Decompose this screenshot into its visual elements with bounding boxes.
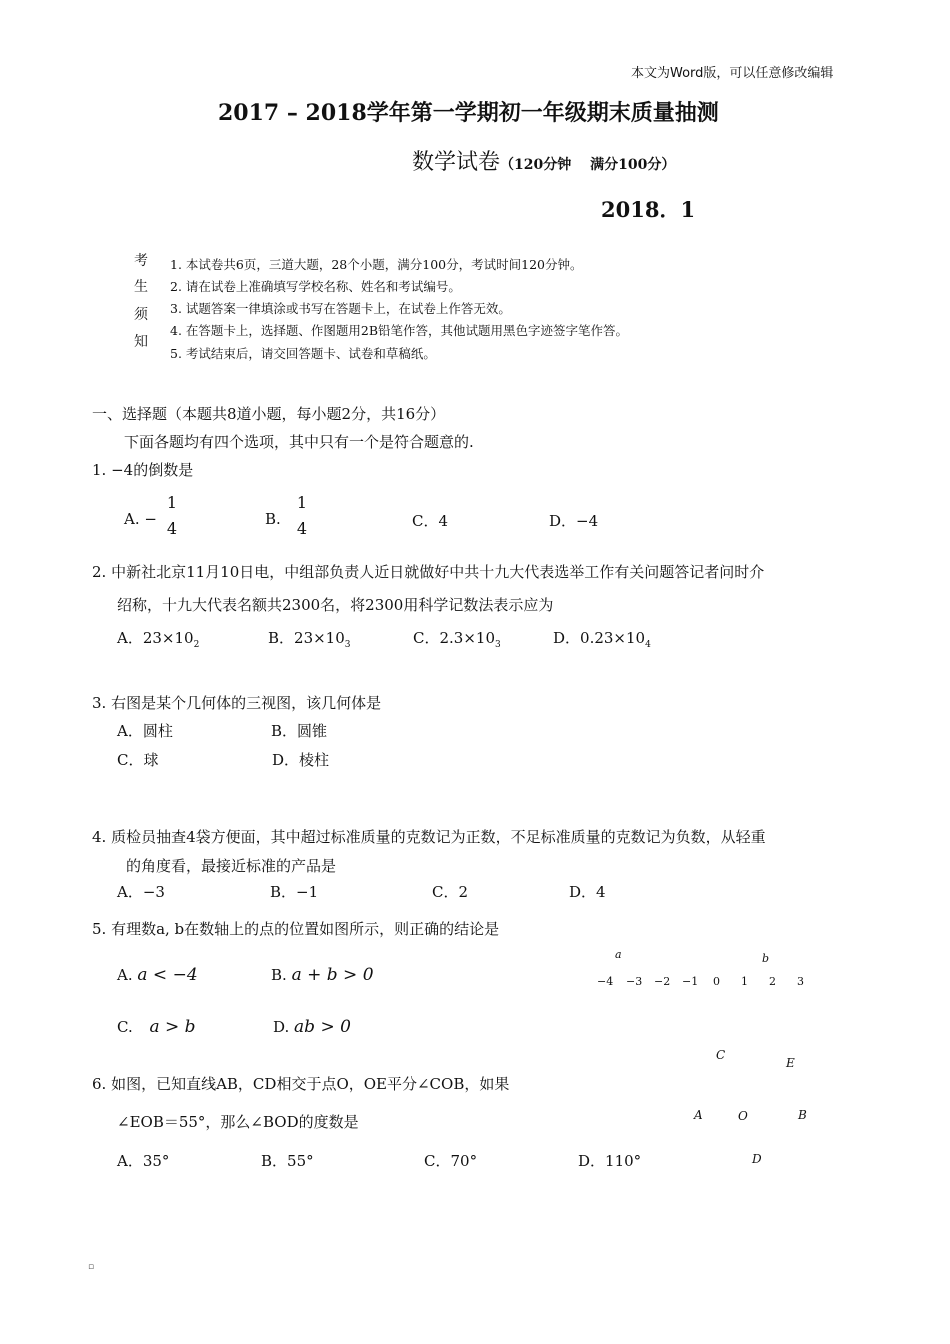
number-line-point-a: a (615, 948, 622, 961)
figure-label-b: B (798, 1108, 807, 1122)
q2-option-a (117, 627, 199, 650)
q2-option-a-exp: 2 (193, 640, 200, 650)
q5-option-c (117, 1017, 196, 1037)
q2-option-b-base: B．23×10 (268, 629, 345, 647)
question-2-stem-line1: 2. 中新社北京11月10日电，中组部负责人近日就做好中共十九大代表选举工作有关问题答记者问时介 (92, 563, 765, 581)
q4-option-c: C．2 (432, 883, 469, 901)
q4-option-d: D．4 (569, 883, 606, 901)
q1-option-c: C．4 (412, 512, 449, 530)
number-line-tick: 2 (769, 975, 776, 988)
number-line-tick: −3 (626, 975, 643, 988)
notice-item: 4. 在答题卡上，选择题、作图题用2B铅笔作答，其他试题用黑色字迹签字笔作答。 (170, 323, 629, 338)
q1-option-a-sign: − (144, 510, 157, 528)
subtitle-main: 数学试卷 (412, 150, 501, 175)
q3-option-a: A．圆柱 (117, 722, 173, 740)
q4-option-a: A．−3 (117, 883, 165, 901)
question-6-stem-line2: ∠EOB＝55°，那么∠BOD的度数是 (117, 1113, 359, 1131)
question-1-stem: 1. −4的倒数是 (92, 461, 194, 479)
fraction-numerator: 1 (166, 493, 178, 512)
fraction-numerator: 1 (296, 493, 308, 512)
notice-item: 5. 考试结束后，请交回答题卡、试卷和草稿纸。 (170, 346, 436, 361)
question-3-stem: 3. 右图是某个几何体的三视图，该几何体是 (92, 694, 382, 712)
number-line-tick: −4 (597, 975, 614, 988)
q5-option-b (271, 965, 374, 985)
q5-option-d (273, 1017, 351, 1037)
q1-option-a-label (124, 510, 157, 528)
q5-option-c-expr: a > b (149, 1017, 196, 1037)
question-4-stem-line1: 4. 质检员抽查4袋方便面，其中超过标准质量的克数记为正数，不足标准质量的克数记为负数，从轻重 (92, 828, 766, 846)
page-title: 2017 – 2018学年第一学期初一年级期末质量抽测 (218, 100, 719, 126)
q6-option-a: A．35° (117, 1152, 170, 1170)
question-6-stem-line1: 6. 如图，已知直线AB，CD相交于点O，OE平分∠COB，如果 (92, 1075, 510, 1093)
q2-option-c (413, 627, 501, 650)
notice-label-char: 须 (134, 307, 148, 323)
q1-option-a-prefix: A. (124, 510, 140, 528)
number-line-point-b: b (762, 952, 770, 965)
q2-option-c-base: C．2.3×10 (413, 629, 495, 647)
notice-label-char: 生 (134, 279, 148, 295)
q2-option-d (553, 627, 651, 650)
fraction-denominator: 4 (296, 519, 308, 538)
q5-option-b-label: B. (271, 966, 287, 984)
q5-option-a-expr: a < −4 (137, 965, 198, 985)
q5-option-a-label: A. (117, 966, 133, 984)
q2-option-c-exp: 3 (495, 640, 501, 650)
notice-item: 2. 请在试卷上准确填写学校名称、姓名和考试编号。 (170, 279, 461, 294)
number-line-tick: −1 (682, 975, 699, 988)
q2-option-a-base: A．23×10 (117, 629, 194, 647)
figure-label-e: E (786, 1056, 795, 1070)
figure-label-d: D (752, 1152, 762, 1166)
number-line-tick: 0 (713, 975, 720, 988)
q1-option-a-fraction (162, 490, 182, 542)
q5-option-d-expr: ab > 0 (294, 1017, 351, 1037)
header-note: 本文为Word版，可以任意修改编辑 (631, 66, 834, 81)
q6-option-b: B．55° (261, 1152, 314, 1170)
subtitle (412, 145, 675, 176)
q1-option-b-fraction (292, 490, 312, 542)
notice-item: 3. 试题答案一律填涂或书写在答题卡上，在试卷上作答无效。 (170, 301, 511, 316)
notice-item: 1. 本试卷共6页，三道大题，28个小题，满分100分，考试时间120分钟。 (170, 257, 583, 272)
q4-option-b: B．−1 (270, 883, 319, 901)
fraction-denominator: 4 (166, 519, 178, 538)
q1-option-b-label: B. (265, 510, 281, 528)
q5-option-c-label: C. (117, 1018, 133, 1036)
q3-option-d: D．棱柱 (272, 751, 330, 769)
figure-label-o: O (738, 1109, 748, 1123)
section-heading: 一、选择题（本题共8道小题，每小题2分，共16分） (92, 405, 446, 423)
question-5-stem: 5. 有理数a, b在数轴上的点的位置如图所示，则正确的结论是 (92, 920, 500, 938)
q6-option-c: C．70° (424, 1152, 478, 1170)
figure-label-c: C (716, 1048, 726, 1062)
q2-option-d-exp: 4 (645, 640, 651, 650)
question-2-stem-line2: 绍称，十九大代表名额共2300名，将2300用科学记数法表示应为 (117, 596, 554, 614)
q2-option-d-base: D．0.23×10 (553, 629, 646, 647)
q3-option-c: C．球 (117, 751, 159, 769)
footer-mark: ▫ (88, 1262, 95, 1272)
number-line-tick: −2 (654, 975, 671, 988)
notice-label-char: 知 (134, 334, 148, 350)
q5-option-b-expr: a + b > 0 (291, 965, 374, 985)
section-intro: 下面各题均有四个选项，其中只有一个是符合题意的. (124, 433, 474, 451)
q1-option-d: D．−4 (549, 512, 599, 530)
q2-option-b-exp: 3 (344, 640, 351, 650)
q3-option-b: B．圆锥 (271, 722, 328, 740)
q6-option-d: D．110° (578, 1152, 642, 1170)
notice-label-char: 考 (134, 253, 148, 269)
figure-label-a: A (694, 1108, 703, 1122)
question-4-stem-line2: 的角度看，最接近标准的产品是 (126, 857, 337, 875)
q2-option-b (268, 627, 351, 650)
number-line-tick: 1 (741, 975, 748, 988)
q5-option-a (117, 965, 198, 985)
number-line-tick: 3 (797, 975, 804, 988)
exam-date: 2018．1 (601, 197, 696, 222)
subtitle-duration: （120分钟 满分100分） (500, 157, 676, 173)
q5-option-d-label: D. (273, 1018, 290, 1036)
